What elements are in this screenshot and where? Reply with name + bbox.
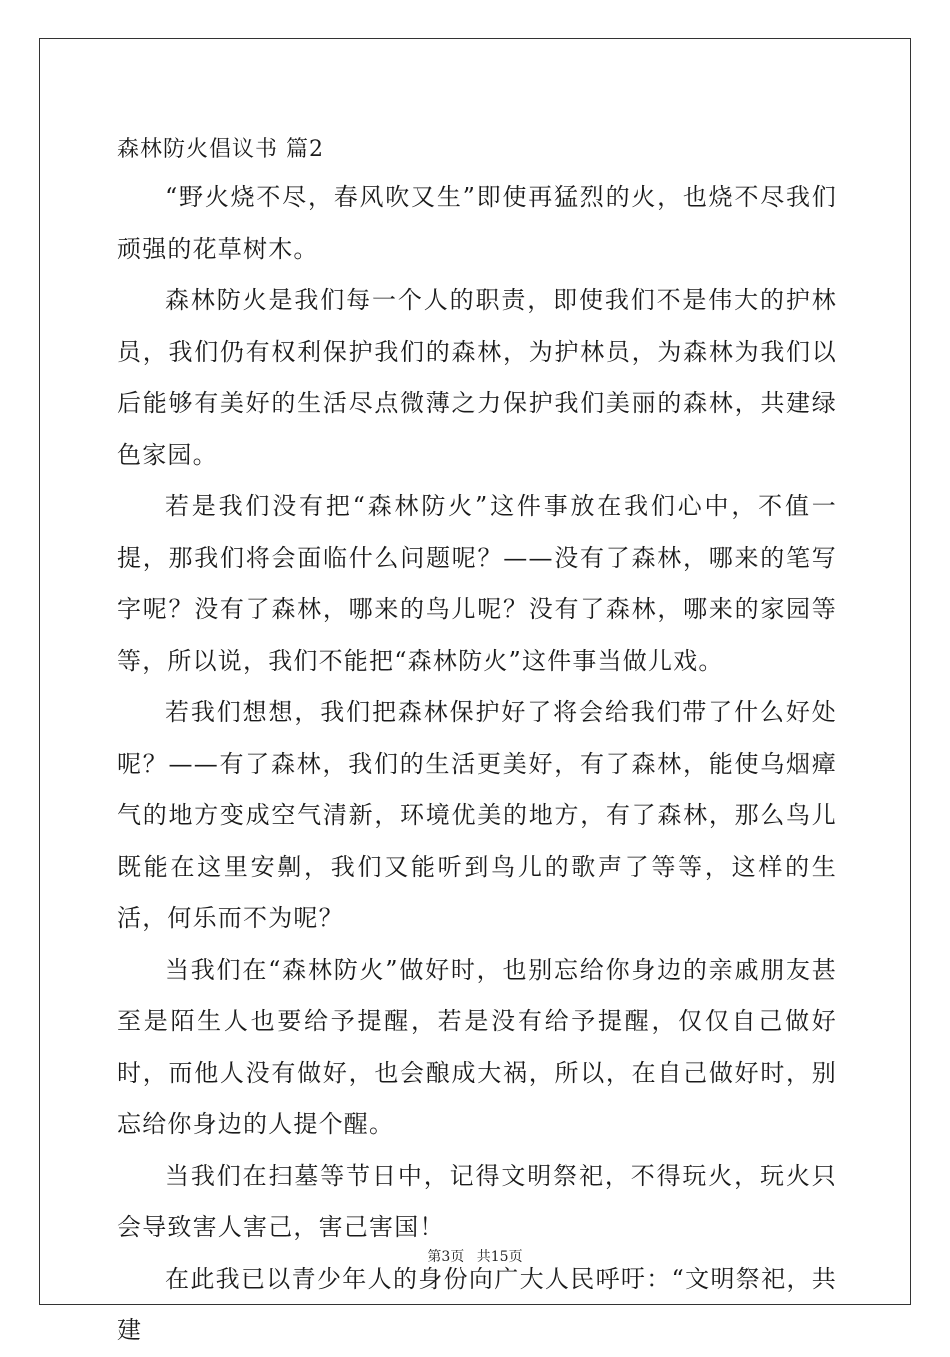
paragraph-6: 当我们在扫墓等节日中，记得文明祭祀，不得玩火，玩火只会导致害人害己，害己害国！ [117, 1161, 837, 1241]
page-number-total: 共15页 [476, 1249, 523, 1265]
page-number-current: 第3页 [427, 1249, 465, 1265]
document-body [117, 128, 837, 1357]
document-title: 森林防火倡议书 篇2 [117, 137, 324, 162]
paragraph-1: “野火烧不尽，春风吹又生”即使再猛烈的火，也烧不尽我们顽强的花草树木。 [117, 183, 837, 263]
paragraph-3: 若是我们没有把“森林防火”这件事放在我们心中，不值一提，那我们将会面临什么问题呢？——没有了森林，哪来的笔写字呢？没有了森林，哪来的鸟儿呢？没有了森林，哪来的家园等等，所以说，我们不能把“森林防火”这件事当做儿戏。 [117, 492, 837, 675]
paragraph-5: 当我们在“森林防火”做好时，也别忘给你身边的亲戚朋友甚至是陌生人也要给予提醒，若是没有给予提醒，仅仅自己做好时，而他人没有做好，也会酿成大祸，所以，在自己做好时，别忘给你身边的人提个醒。 [117, 955, 837, 1138]
page-footer [0, 1246, 950, 1266]
paragraph-4: 若我们想想，我们把森林保护好了将会给我们带了什么好处呢？——有了森林，我们的生活更美好，有了森林，能使乌烟瘴气的地方变成空气清新，环境优美的地方，有了森林，那么鸟儿既能在这里安劓，我们又能听到鸟儿的歌声了等等，这样的生活，何乐而不为呢？ [117, 698, 837, 932]
paragraph-7: 在此我已以青少年人的身份向广大人民呼吁：“文明祭祀，共建 [117, 1264, 837, 1344]
paragraph-2: 森林防火是我们每一个人的职责，即使我们不是伟大的护林员，我们仍有权利保护我们的森林，为护林员，为森林为我们以后能够有美好的生活尽点微薄之力保护我们美丽的森林，共建绿色家园。 [117, 286, 837, 469]
